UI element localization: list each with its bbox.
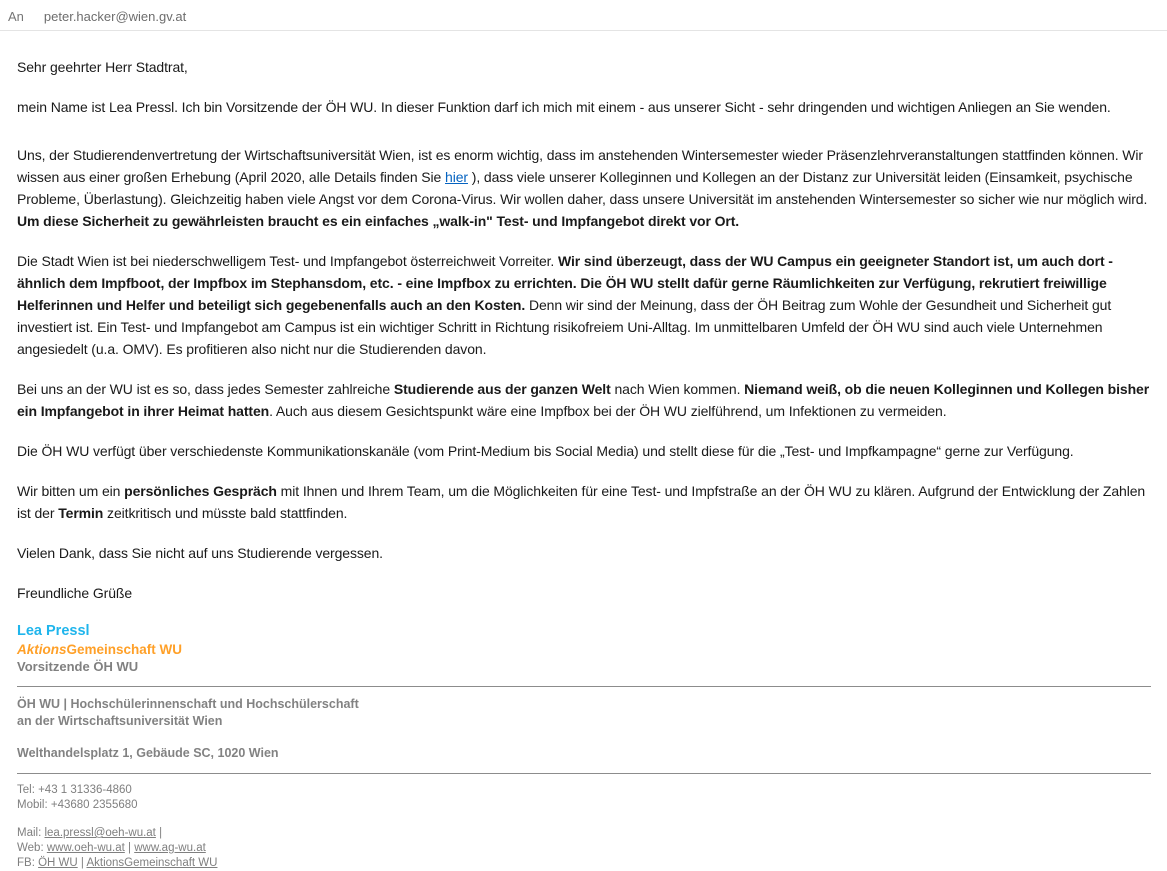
recipient-header bbox=[0, 0, 1167, 31]
email-paragraph bbox=[17, 378, 1151, 422]
text-run: Denn wir sind der Meinung, dass der ÖH Beitrag zum Wohle der Gesundheit und Sicherheit gut investiert ist. Ein Test- und Impfangebot am Campus ist ein wichtiger Schritt in Richtung risikofreiem Uni-Alltag. Im unmittelbaren Umfeld der ÖH WU sind auch viele Unternehmen angesiedelt (u.a. OMV). Es profitieren also nicht nur die Studierenden davon. bbox=[17, 297, 1112, 357]
mail-link[interactable]: lea.pressl@oeh-wu.at bbox=[44, 827, 156, 839]
email-paragraph bbox=[17, 144, 1151, 232]
signature-address: Welthandelsplatz 1, Gebäude SC, 1020 Wien bbox=[17, 746, 279, 760]
signature-org-italic-part: Aktions bbox=[17, 642, 67, 657]
signature-role: Vorsitzende ÖH WU bbox=[17, 659, 139, 674]
text-run: Studierende aus der ganzen Welt bbox=[393, 381, 611, 397]
to-field-label: An bbox=[8, 9, 24, 24]
signature-org-full bbox=[17, 696, 1151, 762]
signature-phone-block bbox=[17, 783, 1151, 813]
signature-contact-line bbox=[17, 841, 1151, 856]
email-body bbox=[17, 56, 1151, 604]
text-run: Um diese Sicherheit zu gewährleisten braucht es ein einfaches „walk-in" Test- und Impfangebot direkt vor Ort. bbox=[17, 213, 740, 229]
signature-divider-1 bbox=[17, 686, 1151, 687]
text-run: | bbox=[155, 827, 163, 839]
text-run: | bbox=[124, 842, 135, 854]
text-run: zeitkritisch und müsste bald stattfinden. bbox=[103, 505, 348, 521]
signature-mobil: Mobil: +43680 2355680 bbox=[17, 799, 138, 811]
survey-details-link[interactable]: hier bbox=[445, 169, 468, 185]
signature-name: Lea Pressl bbox=[17, 623, 90, 639]
text-run: Termin bbox=[58, 505, 104, 521]
text-run: . Auch aus diesem Gesichtspunkt wäre eine Impfbox bei der ÖH WU zielführend, um Infektionen zu vermeiden. bbox=[269, 403, 947, 419]
ag-wu-website-link[interactable]: www.ag-wu.at bbox=[134, 842, 206, 854]
oeh-wu-website-link[interactable]: www.oeh-wu.at bbox=[46, 842, 125, 854]
text-run: | bbox=[77, 857, 87, 869]
text-run: Die ÖH WU verfügt über verschiedenste Kommunikationskanäle (vom Print-Medium bis Social Media) und stellt diese für die „Test- und Impfkampagne“ gerne zur Verfügung. bbox=[17, 443, 1074, 459]
text-run: persönliches Gespräch bbox=[124, 483, 277, 499]
signature-divider-2 bbox=[17, 773, 1151, 774]
facebook-oeh-wu-link[interactable]: ÖH WU bbox=[38, 857, 78, 869]
email-paragraph bbox=[17, 250, 1151, 360]
text-run: Wir sind überzeugt, dass der WU Campus ein geeigneter Standort ist, um auch dort - ähnlich dem Impfboot, der Impfbox im Stephansdom, etc. - eine Impfbox zu errichten. Die ÖH WU stellt dafür gerne Räumlichkeiten zur Verfügung, rekrutiert freiwillige Helferinnen und Helfer und beteiligt sich gegebenenfalls auch an den Kosten. bbox=[17, 253, 1113, 313]
text-run: Bei uns an der WU ist es so, dass jedes Semester zahlreiche bbox=[17, 381, 394, 397]
email-paragraph bbox=[17, 542, 1151, 564]
email-paragraph bbox=[17, 56, 1151, 78]
text-run: ), dass viele unserer Kolleginnen und Kollegen an der Distanz zur Universität leiden (Einsamkeit, psychische Probleme, Überlastung). Gleichzeitig haben viele Angst vor dem Corona-Virus. Wir wollen daher, dass unsere Universität im anstehenden Wintersemester so sicher wie nur möglich wird. bbox=[17, 169, 1148, 207]
signature-org-rest-part: Gemeinschaft WU bbox=[66, 642, 183, 657]
signature-contact-block bbox=[17, 826, 1151, 871]
text-run: Mail: bbox=[17, 827, 45, 839]
email-signature bbox=[17, 622, 1151, 871]
text-run: mein Name ist Lea Pressl. Ich bin Vorsitzende der ÖH WU. In dieser Funktion darf ich mich mit einem - aus unserer Sicht - sehr dringenden und wichtigen Anliegen an Sie wenden. bbox=[17, 99, 1111, 115]
recipient-email[interactable]: peter.hacker@wien.gv.at bbox=[43, 9, 187, 24]
signature-org-line2: an der Wirtschaftsuniversität Wien bbox=[17, 714, 223, 728]
text-run: Uns, der Studierendenvertretung der Wirtschaftsuniversität Wien, ist es enorm wichtig, dass im anstehenden Wintersemester wieder Präsenzlehrveranstaltungen stattfinden können. Wir wissen aus einer großen Erhebung (April 2020, alle Details finden Sie bbox=[17, 147, 1143, 185]
text-run: FB: bbox=[17, 857, 39, 869]
email-paragraph bbox=[17, 96, 1151, 118]
email-content bbox=[0, 31, 1167, 871]
text-run: mit Ihnen und Ihrem Team, um die Möglichkeiten für eine Test- und Impfstraße an der ÖH WU zu klären. Aufgrund der Entwicklung der Zahlen ist der bbox=[17, 483, 1146, 521]
signature-tel: Tel: +43 1 31336-4860 bbox=[17, 784, 132, 796]
signature-contact-line bbox=[17, 856, 1151, 871]
email-paragraph bbox=[17, 480, 1151, 524]
email-paragraph bbox=[17, 582, 1151, 604]
text-run: Web: bbox=[17, 842, 47, 854]
text-run: Vielen Dank, dass Sie nicht auf uns Studierende vergessen. bbox=[17, 545, 383, 561]
signature-org-line1: ÖH WU | Hochschülerinnenschaft und Hochschülerschaft bbox=[17, 697, 359, 711]
text-run: Sehr geehrter Herr Stadtrat, bbox=[17, 59, 188, 75]
text-run: Freundliche Grüße bbox=[17, 585, 133, 601]
text-run: nach Wien kommen. bbox=[610, 381, 745, 397]
text-run: Wir bitten um ein bbox=[17, 483, 125, 499]
text-run: Die Stadt Wien ist bei niederschwelligem Test- und Impfangebot österreichweit Vorreiter. bbox=[17, 253, 558, 269]
signature-organization bbox=[17, 641, 1151, 658]
signature-contact-line bbox=[17, 826, 1151, 841]
text-run: Niemand weiß, ob die neuen Kolleginnen und Kollegen bisher ein Impfangebot in ihrer Heimat hatten bbox=[17, 381, 1150, 419]
email-paragraph bbox=[17, 440, 1151, 462]
facebook-aktionsgemeinschaft-link[interactable]: AktionsGemeinschaft WU bbox=[86, 857, 218, 869]
